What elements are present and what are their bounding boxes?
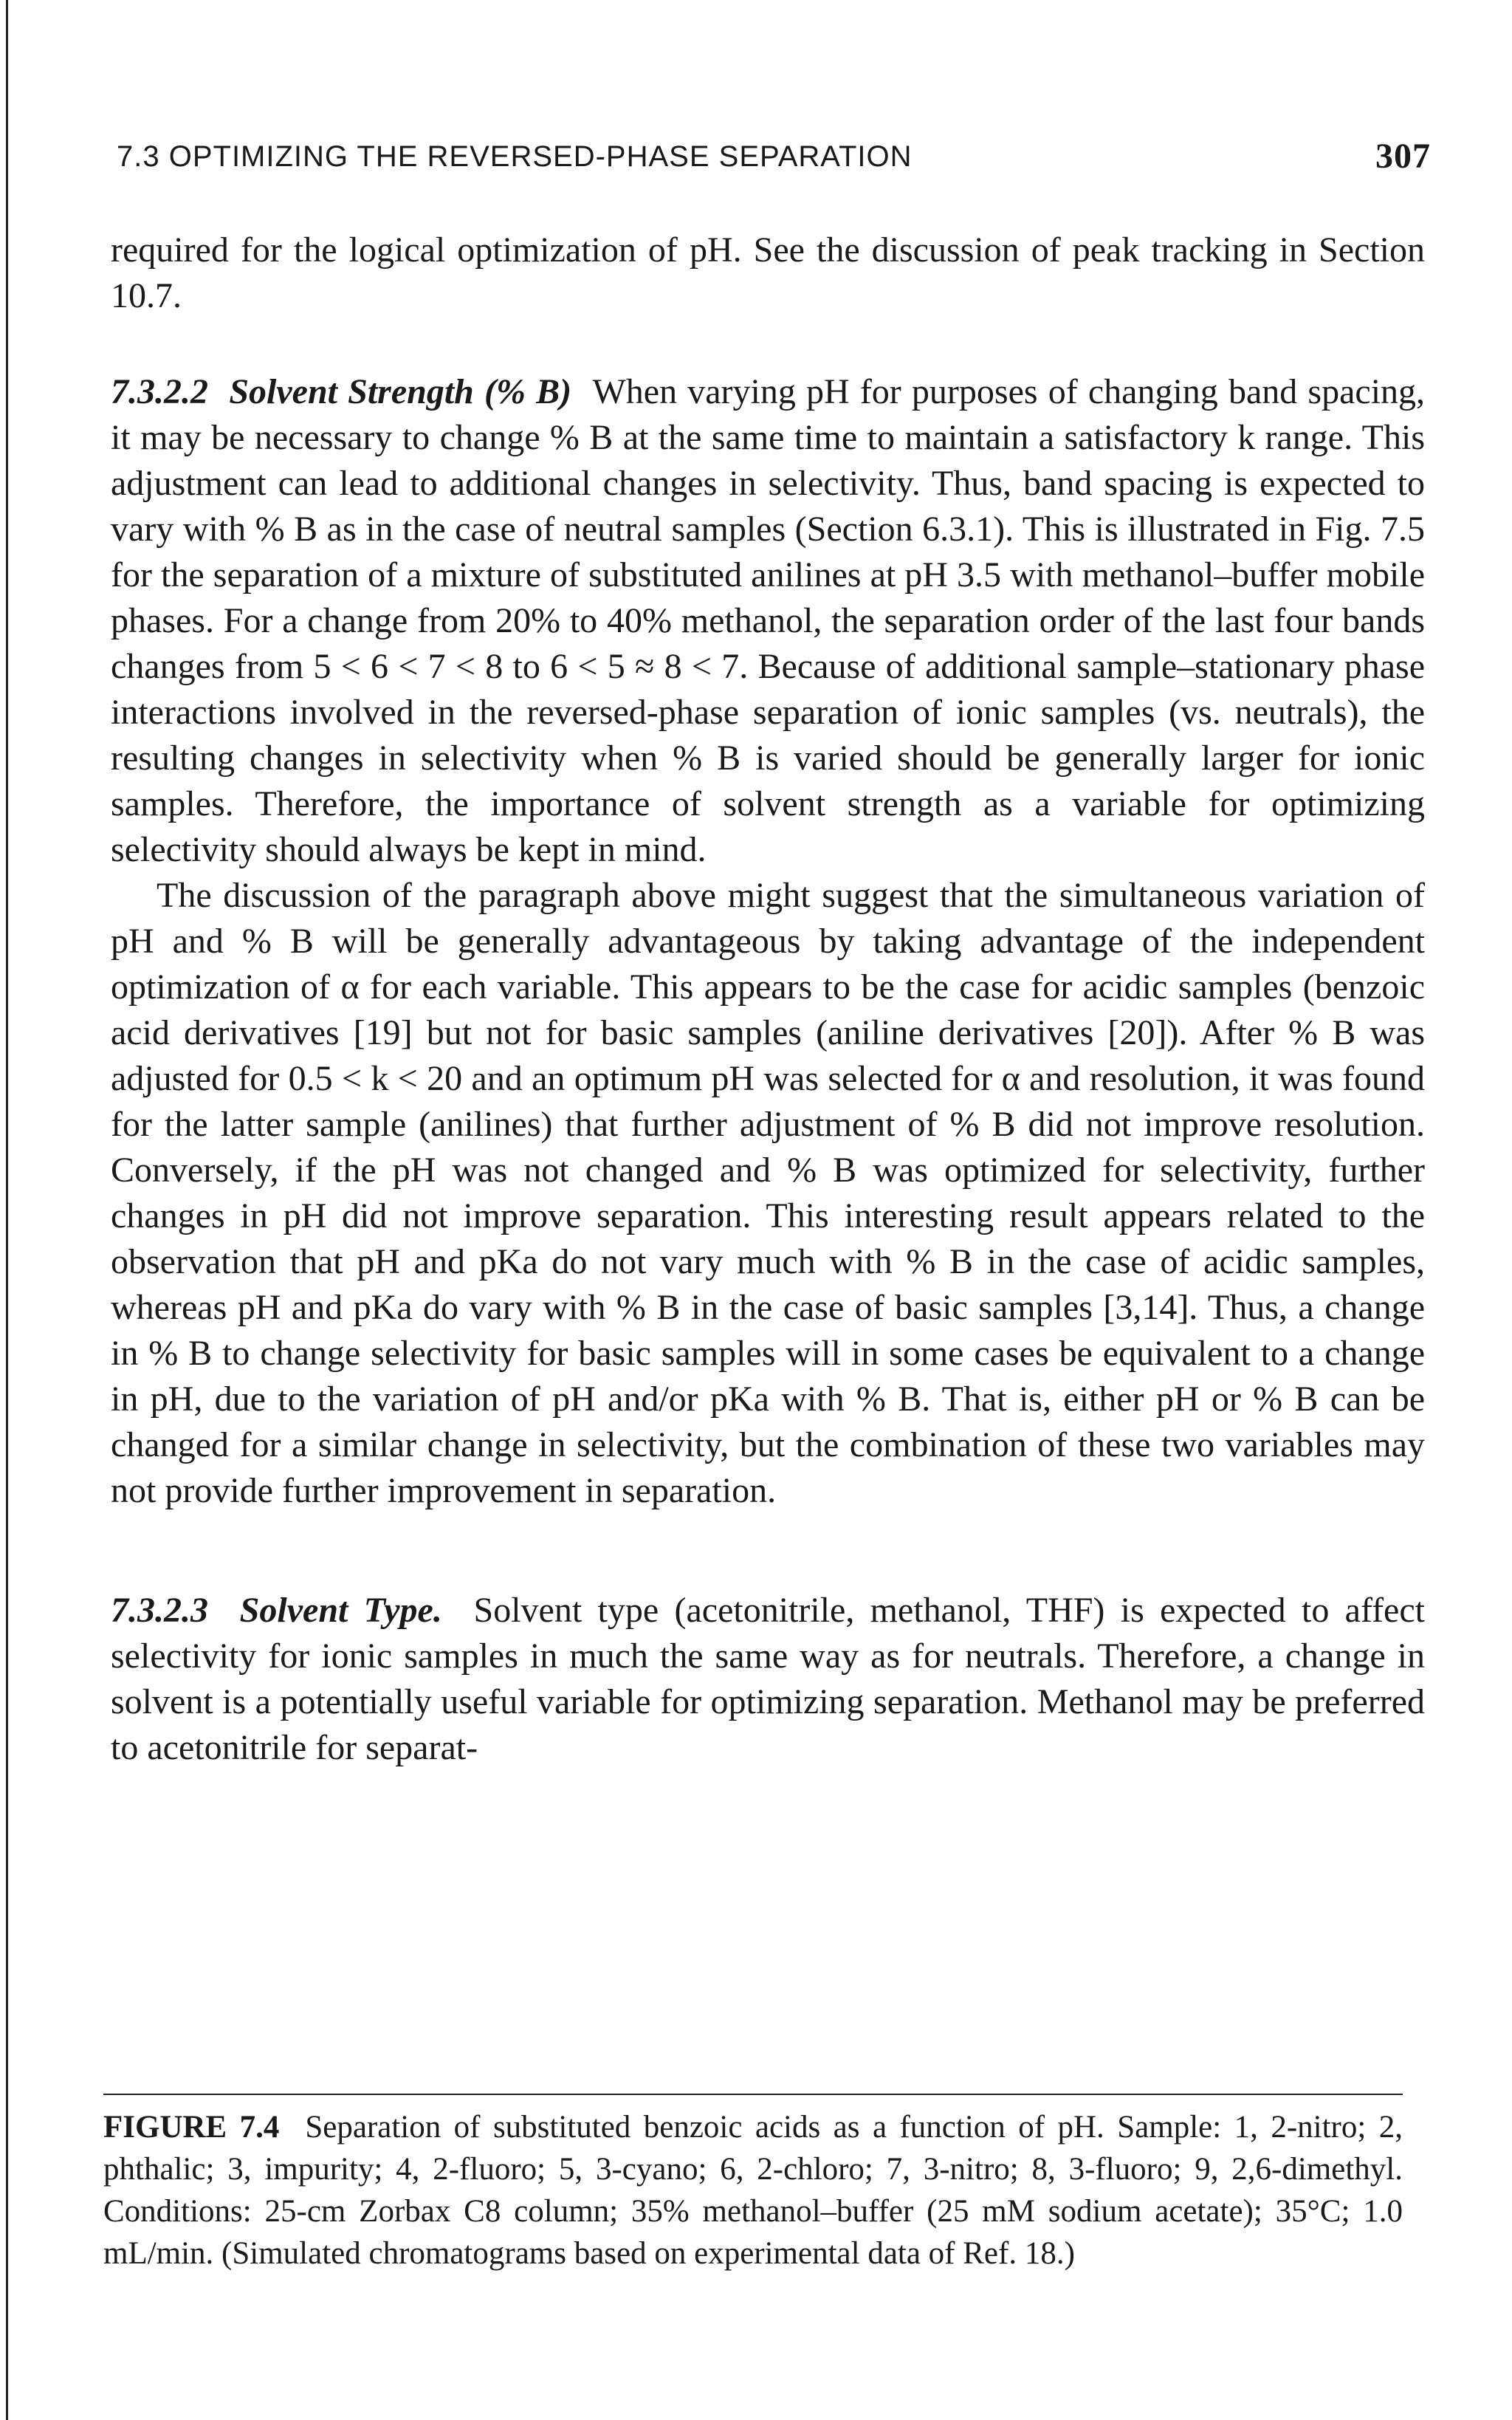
section-number: 7.3.2.3	[111, 1591, 208, 1630]
section-7-3-2-2	[111, 369, 1425, 873]
section-heading: Solvent Strength (% B)	[229, 372, 572, 411]
running-header	[117, 133, 1431, 177]
section-text: Solvent type (acetonitrile, methanol, THF) is expected to affect selectivity for ionic samples in much the same way as for neutrals. Therefore, a change in solvent is a potentially useful variable for optimizing separation. Methanol may be preferred to acetonitrile for separat-	[111, 1591, 1426, 1767]
caption-divider	[103, 2094, 1403, 2095]
paragraph-simultaneous-variation: The discussion of the paragraph above might suggest that the simultaneous variation of pH and % B will be generally advantageous by taking advantage of the independent optimization of α for each variable. This appears to be the case for acidic samples (benzoic acid derivatives [19] but not for basic samples (aniline derivatives [20]). After % B was adjusted for 0.5 < k < 20 and an optimum pH was selected for α and resolution, it was found for the latter sample (anilines) that further adjustment of % B did not improve resolution. Conversely, if the pH was not changed and % B was optimized for selectivity, further changes in pH did not improve separation. This interesting result appears related to the observation that pH and pKa do not vary much with % B in the case of acidic samples, whereas pH and pKa do vary with % B in the case of basic samples [3,14]. Thus, a change in % B to change selectivity for basic samples will in some cases be equivalent to a change in pH, due to the variation of pH and/or pKa with % B. That is, either pH or % B can be changed for a similar change in selectivity, but the combination of these two variables may not provide further improvement in separation.	[111, 876, 1425, 1510]
figure-label: FIGURE 7.4	[103, 2110, 280, 2145]
body-text	[111, 227, 1425, 1771]
section-7-3-2-3	[111, 1588, 1425, 1771]
figure-caption-text: Separation of substituted benzoic acids as a function of pH. Sample: 1, 2-nitro; 2, phthalic; 3, impurity; 4, 2-fluoro; 5, 3-cyano; 6, 2-chloro; 7, 3-nitro; 8, 3-fluoro; 9, 2,6-dimethyl. Conditions: 25-cm Zorbax C8 column; 35% methanol–buffer (25 mM sodium acetate); 35°C; 1.0 mL/min. (Simulated chromatograms based on experimental data of Ref. 18.)	[103, 2110, 1403, 2271]
page-number: 307	[1375, 137, 1431, 176]
page-edge-line	[6, 0, 8, 2420]
figure-caption	[103, 2106, 1403, 2275]
running-header-title: 7.3 OPTIMIZING THE REVERSED-PHASE SEPARATION	[117, 140, 913, 173]
section-text: When varying pH for purposes of changing band spacing, it may be necessary to change % B at the same time to maintain a satisfactory k range. This adjustment can lead to additional changes in selectivity. Thus, band spacing is expected to vary with % B as in the case of neutral samples (Section 6.3.1). This is illustrated in Fig. 7.5 for the separation of a mixture of substituted anilines at pH 3.5 with methanol–buffer mobile phases. For a change from 20% to 40% methanol, the separation order of the last four bands changes from 5 < 6 < 7 < 8 to 6 < 5 ≈ 8 < 7. Because of additional sample–stationary phase interactions involved in the reversed-phase separation of ionic samples (vs. neutrals), the resulting changes in selectivity when % B is varied should be generally larger for ionic samples. Therefore, the importance of solvent strength as a variable for optimizing selectivity should always be kept in mind.	[111, 372, 1426, 869]
section-heading: Solvent Type.	[239, 1591, 442, 1630]
paragraph-continuation: required for the logical optimization of pH. See the discussion of peak tracking in Section 10.7.	[111, 230, 1425, 315]
section-number: 7.3.2.2	[111, 372, 208, 411]
